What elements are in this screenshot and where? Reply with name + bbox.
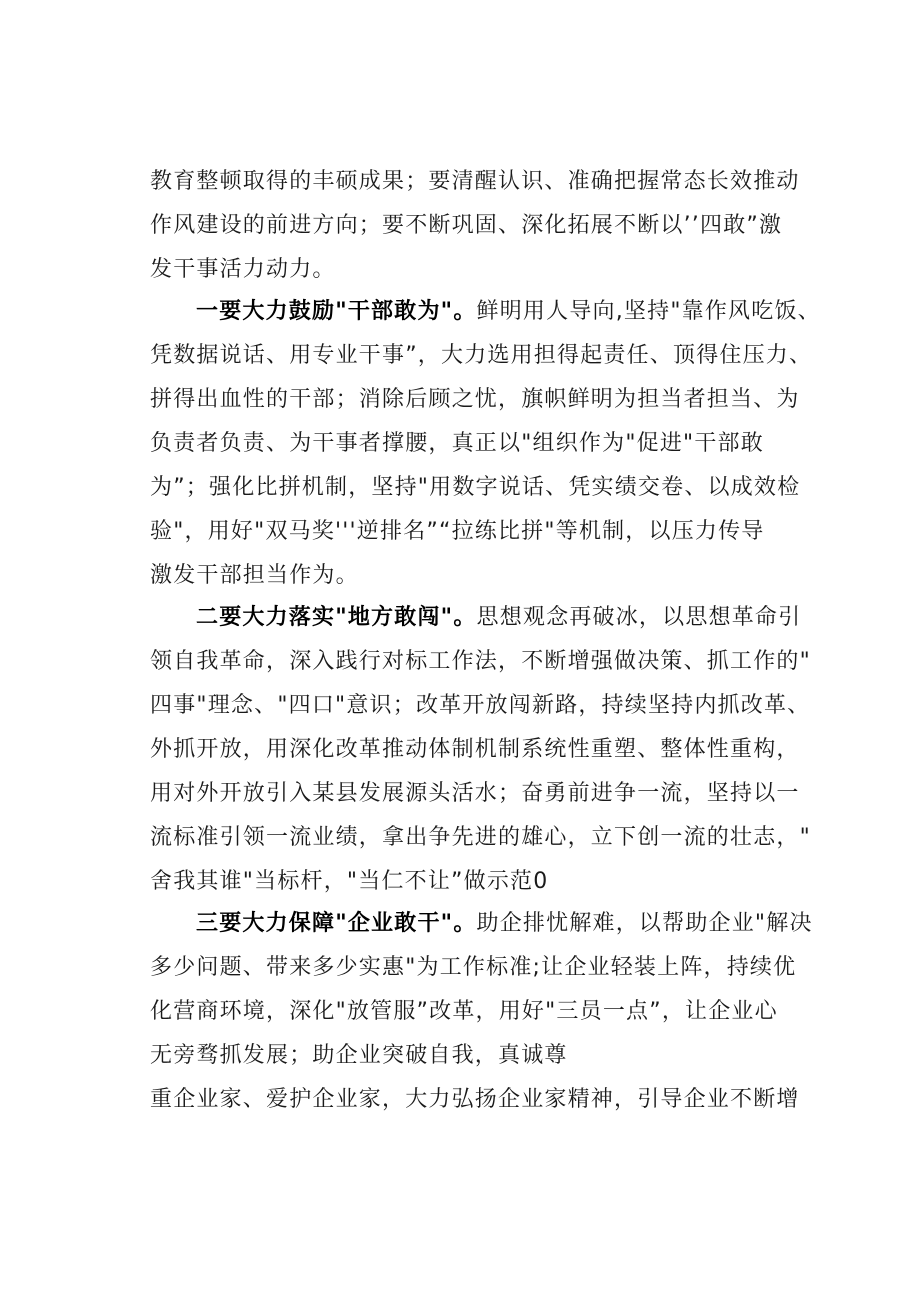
paragraph-2-line-1 [196,290,840,334]
paragraph-3-line-6: 流标准引领一流业绩，拿出争先进的雄心，立下创一流的壮志，" [150,825,811,850]
paragraph-1-line-3: 发干事活力动力。 [150,257,336,282]
paragraph-3-line-1-text: 思想观念再破冰，以思想革命引 [476,605,802,630]
paragraph-3-line-3: 四事"理念、"四口"意识；改革开放闯新路，持续坚持内抓改革、 [150,693,811,718]
paragraph-3-line-7: 舍我其谁"当标杆，"当仁不让”做示范0 [150,869,549,894]
paragraph-3-line-1 [196,596,840,640]
paragraph-3-heading: 二要大力落实"地方敢闯"。 [196,605,477,630]
paragraph-1-line-2: 作风建设的前进方向；要不断巩固、深化拓展不断以’’四敢”激 [150,213,783,238]
paragraph-4-line-2: 多少问题、带来多少实惠"为工作标准;让企业轻装上阵，持续优 [150,955,797,980]
paragraph-2-heading: 一要大力鼓励"干部敢为"。 [196,299,477,324]
paragraph-3-line-4: 外抓开放，用深化改革推动体制机制系统性重塑、整体性重构， [150,737,800,762]
paragraph-2-line-1-text: 鲜明用人导向,坚持"靠作风吃饭、 [476,299,821,324]
paragraph-2-line-6: 验"，用好"双马奖'''逆排名”“拉练比拼"等机制，以压力传导 [150,519,765,544]
paragraph-4-line-1-text: 助企排忧解难，以帮助企业"解决 [476,911,813,936]
paragraph-1-line-1: 教育整顿取得的丰硕成果；要清醒认识、准确把握常态长效推动 [150,169,800,194]
paragraph-2-line-2: 凭数据说话、用专业干事”，大力选用担得起责任、顶得住压力、 [150,343,813,368]
paragraph-4-line-3: 化营商环境，深化"放管服”改革，用好"三员一点”，让企业心 [150,999,778,1024]
paragraph-2-line-4: 负责者负责、为干事者撑腰，真正以"组织作为"促进"干部敢 [150,431,764,456]
paragraph-2-line-5: 为”；强化比拼机制，坚持"用数字说话、凭实绩交卷、以成效检 [150,475,801,500]
paragraph-4-line-4: 无旁骛抓发展；助企业突破自我，真诚尊 [150,1043,568,1068]
paragraph-4-line-1 [196,902,840,946]
paragraph-3-line-2: 领自我革命，深入践行对标工作法，不断增强做决策、抓工作的" [150,649,811,674]
paragraph-4-line-5: 重企业家、爱护企业家，大力弘扬企业家精神，引导企业不断增 [150,1087,800,1112]
paragraph-2-line-3: 拼得出血性的干部；消除后顾之忧，旗帜鲜明为担当者担当、为 [150,387,800,412]
paragraph-2-line-7: 激发干部担当作为。 [150,563,359,588]
paragraph-3-line-5: 用对外开放引入某县发展源头活水；奋勇前进争一流，坚持以一 [150,781,800,806]
paragraph-4-heading: 三要大力保障"企业敢干"。 [196,911,477,936]
